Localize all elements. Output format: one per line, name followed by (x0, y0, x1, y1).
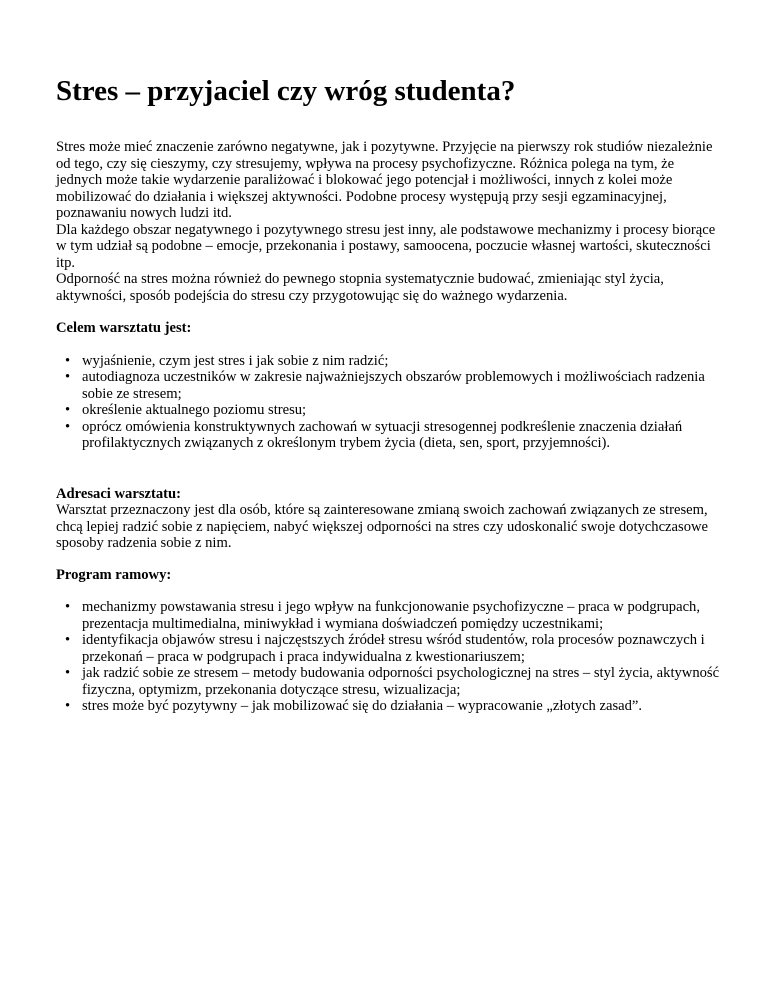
list-item (56, 369, 720, 402)
document-page (56, 74, 720, 715)
page-title: Stres – przyjaciel czy wróg studenta? (56, 75, 516, 107)
list-item-text: określenie aktualnego poziomu stresu; (82, 402, 307, 418)
list-item (56, 665, 720, 698)
list-item (56, 599, 720, 632)
list-item (56, 353, 720, 370)
bullet-icon: • (65, 665, 71, 681)
list-item (56, 419, 720, 452)
bullet-icon: • (65, 418, 71, 435)
list-item-text: oprócz omówienia konstruktywnych zachowań w sytuacji stresogennej podkreślenie znaczenia działań profilaktycznych związanych z określonym trybem życia (dieta, sen, sport, przyjemności). (82, 418, 683, 451)
list-item (56, 698, 720, 715)
intro-section (56, 139, 720, 304)
bullet-icon: • (65, 599, 71, 615)
program-list (56, 599, 720, 715)
list-item-text: autodiagnoza uczestników w zakresie najważniejszych obszarów problemowych i możliwościach radzenia sobie ze stresem; (82, 369, 705, 402)
list-item (56, 402, 720, 419)
bullet-icon: • (65, 698, 71, 714)
list-item (56, 632, 720, 665)
audience-heading: Adresaci warsztatu: (56, 485, 181, 502)
program-heading: Program ramowy: (56, 566, 172, 583)
list-item-text: jak radzić sobie ze stresem – metody budowania odporności psychologicznej na stres – styl życia, aktywność fizyczna, optymizm, przekonania dotyczące stresu, wizualizacja; (82, 665, 720, 698)
intro-paragraph-3: Odporność na stres można również do pewnego stopnia systematycznie budować, zmieniając styl życia, aktywności, sposób podejścia do stresu czy przygotowując się do ważnego wydarzenia. (56, 271, 664, 304)
list-item-text: mechanizmy powstawania stresu i jego wpływ na funkcjonowanie psychofizyczne – praca w podgrupach, prezentacja multimedialna, miniwykład i wymiana doświadczeń pomiędzy uczestnikami; (82, 599, 701, 632)
intro-paragraph-1: Stres może mieć znaczenie zarówno negatywne, jak i pozytywne. Przyjęcie na pierwszy rok studiów niezależnie od tego, czy się cieszymy, czy stresujemy, wpływa na procesy psychofizyczne. Różnica polega na tym, że jednych może takie wydarzenie paraliżować i blokować jego potencjał i możliwości, innych z kolei może mobilizować do działania i większej aktywności. Podobne procesy występują przy sesji egzaminacyjnej, poznawaniu nowych ludzi itd. (56, 139, 713, 221)
bullet-icon: • (65, 632, 71, 648)
goals-heading: Celem warsztatu jest: (56, 320, 192, 336)
audience-text: Warsztat przeznaczony jest dla osób, które są zainteresowane zmianą swoich zachowań związanych ze stresem, chcą lepiej radzić sobie z napięciem, nabyć większej odporności na stres czy udoskonalić swoje dotychczasowe sposoby radzenia sobie z nim. (56, 502, 709, 551)
bullet-icon: • (65, 369, 71, 385)
bullet-icon: • (65, 352, 71, 369)
bullet-icon: • (65, 402, 71, 418)
intro-paragraph-2: Dla każdego obszar negatywnego i pozytywnego stresu jest inny, ale podstawowe mechanizmy i procesy biorące w tym udział są podobne – emocje, przekonania i postawy, samoocena, poczucie własnej wartości, skuteczności itp. (56, 221, 716, 271)
goals-list (56, 353, 720, 452)
list-item-text: stres może być pozytywny – jak mobilizować się do działania – wypracowanie „złotych zasad”. (82, 698, 643, 714)
list-item-text: identyfikacja objawów stresu i najczęstszych źródeł stresu wśród studentów, rola procesów poznawczych i przekonań – praca w podgrupach i praca indywidualna z kwestionariuszem; (82, 632, 705, 665)
list-item-text: wyjaśnienie, czym jest stres i jak sobie z nim radzić; (82, 352, 389, 369)
audience-section (56, 486, 720, 552)
